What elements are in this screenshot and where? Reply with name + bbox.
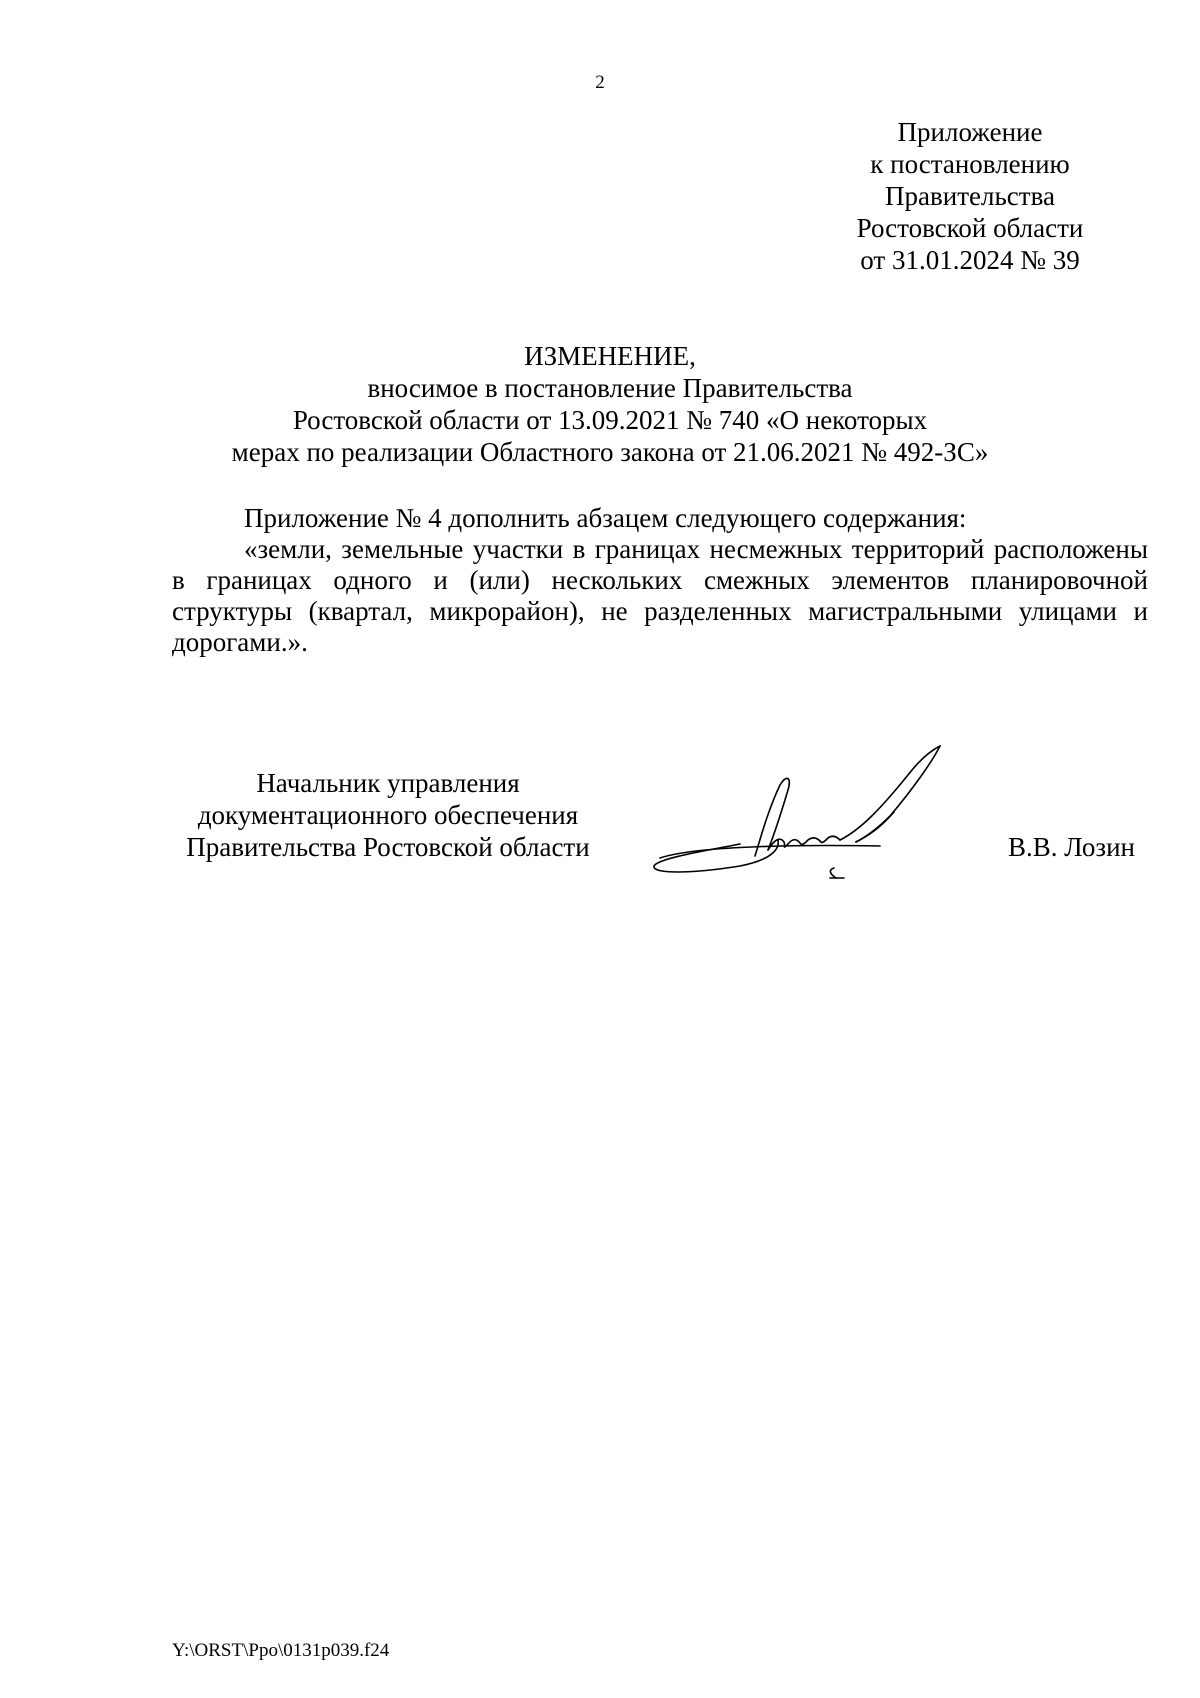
appendix-line: Приложение bbox=[897, 117, 1043, 147]
appendix-line: от 31.01.2024 № 39 bbox=[860, 245, 1080, 275]
appendix-line: Ростовской области bbox=[856, 213, 1084, 243]
title-line: вносимое в постановление Правительства bbox=[367, 373, 853, 403]
appendix-line: Правительства bbox=[885, 181, 1055, 211]
appendix-line: к постановлению bbox=[870, 149, 1070, 179]
position-line: Правительства Ростовской области bbox=[186, 832, 590, 862]
body-intro-paragraph: Приложение № 4 дополнить абзацем следующего содержания: bbox=[244, 503, 967, 533]
appendix-block bbox=[830, 116, 1110, 276]
signatory-position bbox=[168, 767, 608, 863]
document-body bbox=[172, 503, 1148, 658]
footer-file-path: Y:\ORST\Ppo\0131p039.f24 bbox=[172, 1640, 390, 1661]
handwritten-signature bbox=[650, 740, 990, 890]
page-number: 2 bbox=[595, 72, 605, 93]
title-heading: ИЗМЕНЕНИЕ, bbox=[524, 341, 696, 371]
document-title bbox=[170, 340, 1050, 468]
title-line: мерах по реализации Областного закона от 21.06.2021 № 492-ЗС» bbox=[231, 437, 989, 467]
position-line: Начальник управления bbox=[256, 768, 520, 798]
position-line: документационного обеспечения bbox=[197, 800, 579, 830]
body-quote-paragraph: «земли, земельные участки в границах несмежных территорий расположены в границах одного и (или) нескольких смежных элементов планировочной структуры (квартал, микрорайон), не разделенных магистральными улицами и дорогами.». bbox=[172, 534, 1148, 657]
title-line: Ростовской области от 13.09.2021 № 740 «О некоторых bbox=[292, 405, 928, 435]
signer-name: В.В. Лозин bbox=[1008, 832, 1135, 862]
